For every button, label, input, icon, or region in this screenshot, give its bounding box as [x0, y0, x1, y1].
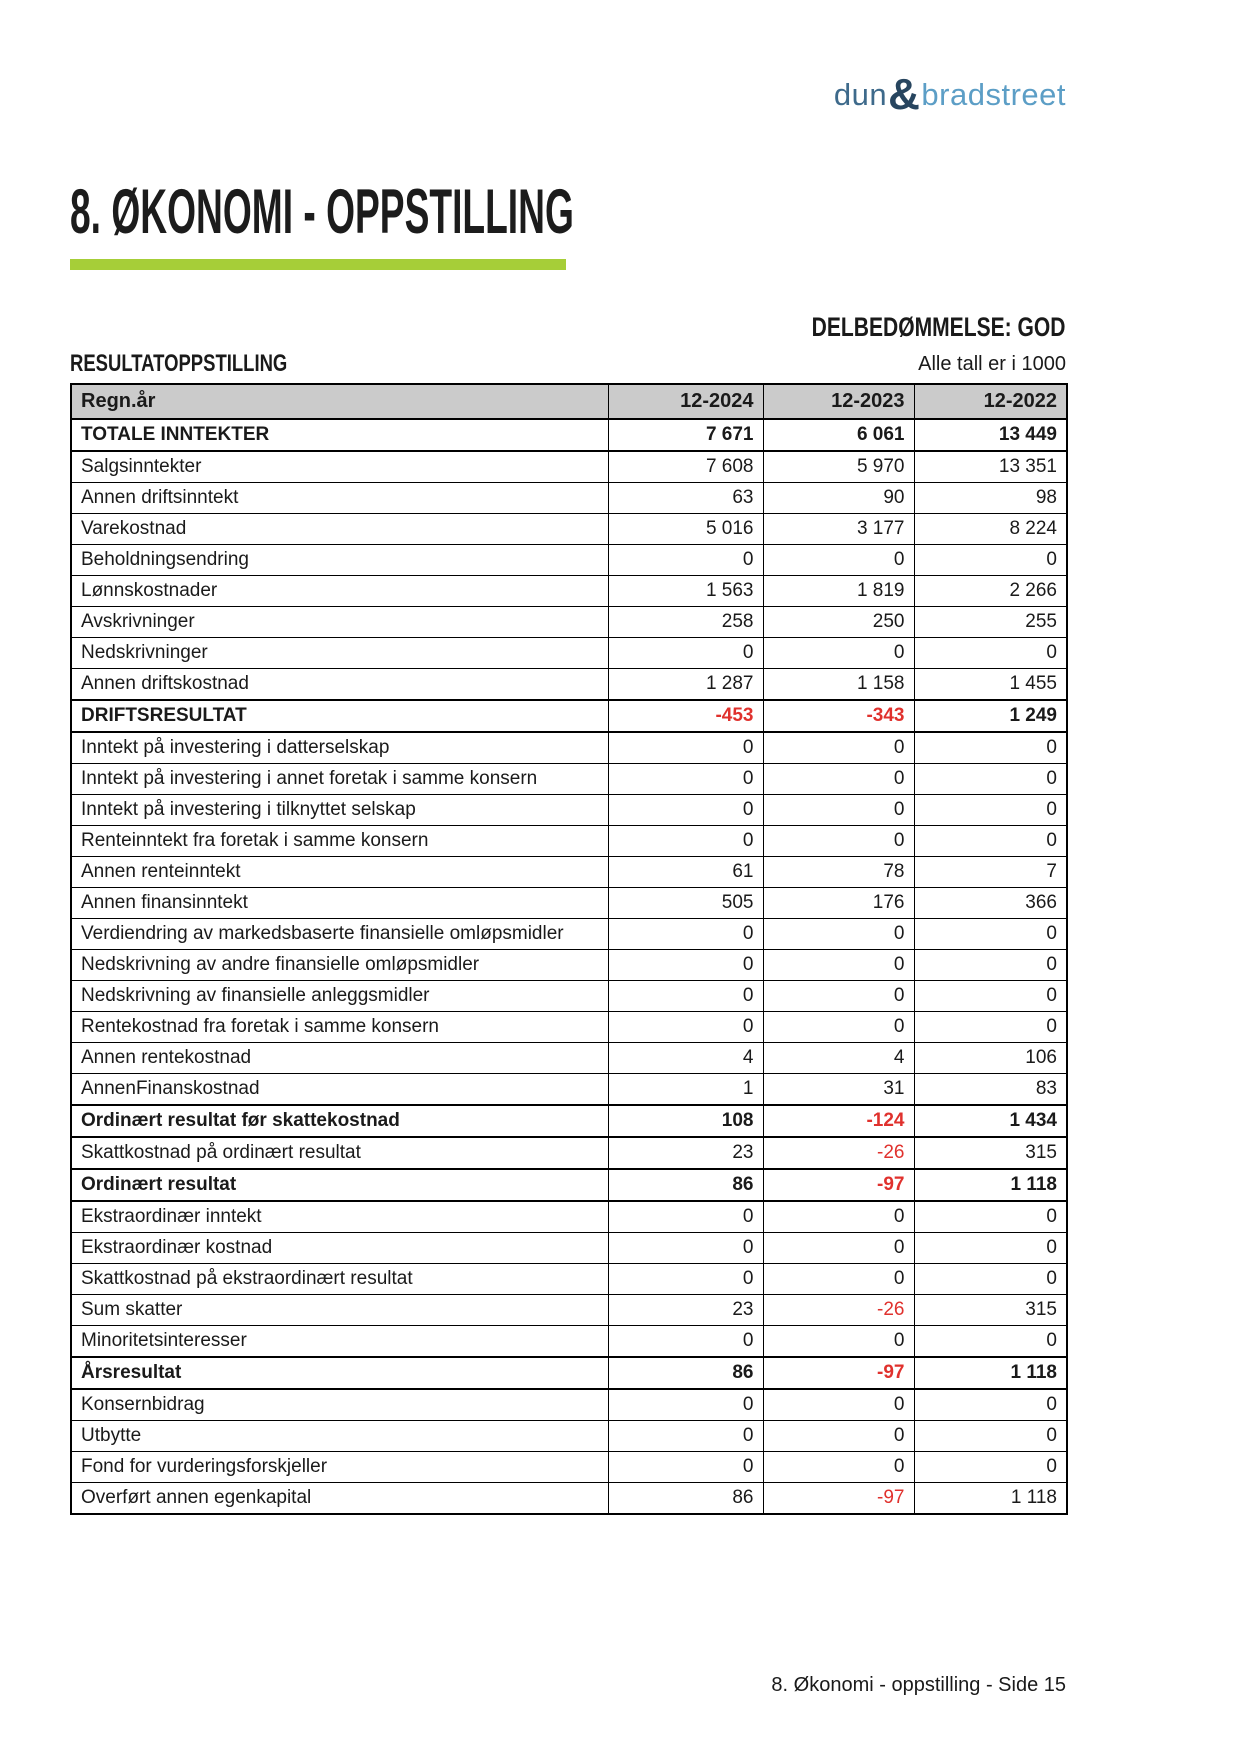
row-value: 315 [914, 1137, 1067, 1169]
row-value: 0 [914, 981, 1067, 1012]
row-value: 0 [763, 919, 914, 950]
table-row [71, 919, 1067, 950]
row-value: 1 158 [763, 669, 914, 701]
row-value: 5 016 [608, 514, 763, 545]
row-label: Inntekt på investering i annet foretak i samme konsern [71, 764, 608, 795]
row-value: 0 [608, 950, 763, 981]
row-value: 0 [763, 1326, 914, 1358]
row-label: Ordinært resultat før skattekostnad [71, 1105, 608, 1137]
row-value: 61 [608, 857, 763, 888]
row-label: Annen renteinntekt [71, 857, 608, 888]
result-table-body [71, 419, 1067, 1514]
row-value: -343 [763, 700, 914, 732]
table-row [71, 1137, 1067, 1169]
row-value: 6 061 [763, 419, 914, 451]
row-label: Renteinntekt fra foretak i samme konsern [71, 826, 608, 857]
row-value: 1 249 [914, 700, 1067, 732]
row-value: 7 [914, 857, 1067, 888]
row-value: 0 [914, 950, 1067, 981]
row-value: 4 [608, 1043, 763, 1074]
row-value: 1 118 [914, 1483, 1067, 1515]
row-value: 2 266 [914, 576, 1067, 607]
row-value: 0 [914, 826, 1067, 857]
row-label: Ekstraordinær inntekt [71, 1201, 608, 1233]
row-value: 0 [914, 795, 1067, 826]
row-label: Konsernbidrag [71, 1389, 608, 1421]
row-value: 0 [763, 1264, 914, 1295]
row-value: 0 [608, 732, 763, 764]
table-row [71, 981, 1067, 1012]
row-value: 1 819 [763, 576, 914, 607]
table-row [71, 1012, 1067, 1043]
row-label: Rentekostnad fra foretak i samme konsern [71, 1012, 608, 1043]
row-value: 90 [763, 483, 914, 514]
row-label: TOTALE INNTEKTER [71, 419, 608, 451]
table-row [71, 1105, 1067, 1137]
row-label: Minoritetsinteresser [71, 1326, 608, 1358]
table-row [71, 1326, 1067, 1358]
row-value: 0 [608, 981, 763, 1012]
row-value: 0 [914, 638, 1067, 669]
row-value: 0 [763, 1012, 914, 1043]
row-value: 366 [914, 888, 1067, 919]
row-value: 0 [914, 1389, 1067, 1421]
table-row [71, 514, 1067, 545]
row-label: Årsresultat [71, 1357, 608, 1389]
row-value: 0 [608, 1326, 763, 1358]
row-value: 0 [763, 732, 914, 764]
table-row [71, 1233, 1067, 1264]
table-row [71, 483, 1067, 514]
column-header-regnaar: Regn.år [71, 384, 608, 419]
row-value: 1 118 [914, 1357, 1067, 1389]
logo-text-bradstreet: bradstreet [921, 77, 1066, 112]
row-value: 0 [608, 1233, 763, 1264]
row-value: 0 [914, 764, 1067, 795]
row-value: 23 [608, 1295, 763, 1326]
row-value: 0 [914, 1421, 1067, 1452]
table-row [71, 1074, 1067, 1106]
row-value: 0 [763, 1452, 914, 1483]
row-label: Overført annen egenkapital [71, 1483, 608, 1515]
table-row [71, 857, 1067, 888]
ampersand-icon: & [888, 70, 921, 119]
row-value: 315 [914, 1295, 1067, 1326]
row-value: 5 970 [763, 451, 914, 483]
row-value: 3 177 [763, 514, 914, 545]
table-row [71, 764, 1067, 795]
row-label: Verdiendring av markedsbaserte finansielle omløpsmidler [71, 919, 608, 950]
table-row [71, 638, 1067, 669]
row-value: 0 [763, 1201, 914, 1233]
table-row [71, 669, 1067, 701]
table-row [71, 1169, 1067, 1201]
title-accent-bar [70, 259, 566, 270]
row-value: 0 [608, 795, 763, 826]
table-row [71, 1483, 1067, 1515]
row-value: 0 [763, 545, 914, 576]
table-row [71, 732, 1067, 764]
row-value: -26 [763, 1295, 914, 1326]
dun-bradstreet-logo [834, 68, 1066, 118]
row-label: Skattkostnad på ekstraordinært resultat [71, 1264, 608, 1295]
row-value: 7 671 [608, 419, 763, 451]
row-value: 86 [608, 1357, 763, 1389]
row-value: 1 287 [608, 669, 763, 701]
row-value: 31 [763, 1074, 914, 1106]
table-row [71, 1452, 1067, 1483]
row-value: 0 [608, 764, 763, 795]
row-label: Fond for vurderingsforskjeller [71, 1452, 608, 1483]
row-value: 0 [763, 981, 914, 1012]
row-value: 1 [608, 1074, 763, 1106]
row-value: 0 [608, 545, 763, 576]
row-value: 0 [914, 1452, 1067, 1483]
row-value: 0 [914, 732, 1067, 764]
row-value: 0 [763, 764, 914, 795]
table-row [71, 1295, 1067, 1326]
table-row [71, 1043, 1067, 1074]
row-value: 1 434 [914, 1105, 1067, 1137]
table-row [71, 826, 1067, 857]
row-label: Sum skatter [71, 1295, 608, 1326]
row-value: 0 [763, 1389, 914, 1421]
row-value: 0 [608, 1421, 763, 1452]
row-value: 0 [763, 795, 914, 826]
row-value: 176 [763, 888, 914, 919]
row-value: 0 [608, 1201, 763, 1233]
row-label: Nedskrivninger [71, 638, 608, 669]
row-label: Nedskrivning av finansielle anleggsmidler [71, 981, 608, 1012]
table-row [71, 607, 1067, 638]
units-note: Alle tall er i 1000 [918, 353, 1066, 375]
row-label: Annen rentekostnad [71, 1043, 608, 1074]
table-row [71, 545, 1067, 576]
row-value: 0 [608, 826, 763, 857]
table-row [71, 576, 1067, 607]
row-value: 0 [608, 1452, 763, 1483]
row-value: -97 [763, 1483, 914, 1515]
row-value: 13 449 [914, 419, 1067, 451]
row-value: -26 [763, 1137, 914, 1169]
row-value: 7 608 [608, 451, 763, 483]
row-value: 0 [914, 919, 1067, 950]
row-value: 0 [608, 638, 763, 669]
row-label: Annen finansinntekt [71, 888, 608, 919]
row-label: Annen driftsinntekt [71, 483, 608, 514]
row-value: 250 [763, 607, 914, 638]
table-row [71, 1357, 1067, 1389]
row-value: 0 [914, 1012, 1067, 1043]
row-value: -124 [763, 1105, 914, 1137]
row-value: -453 [608, 700, 763, 732]
table-row [71, 700, 1067, 732]
table-row [71, 1389, 1067, 1421]
assessment-heading: DELBEDØMMELSE: GOD [812, 312, 1066, 342]
row-label: Nedskrivning av andre finansielle omløpsmidler [71, 950, 608, 981]
row-value: 255 [914, 607, 1067, 638]
row-value: 98 [914, 483, 1067, 514]
section-label: RESULTATOPPSTILLING [70, 350, 288, 377]
column-header-2022: 12-2022 [914, 384, 1067, 419]
column-header-2023: 12-2023 [763, 384, 914, 419]
row-value: 108 [608, 1105, 763, 1137]
row-value: 1 118 [914, 1169, 1067, 1201]
row-label: Inntekt på investering i tilknyttet selskap [71, 795, 608, 826]
row-value: -97 [763, 1169, 914, 1201]
row-value: 86 [608, 1483, 763, 1515]
row-label: Skattkostnad på ordinært resultat [71, 1137, 608, 1169]
row-value: 258 [608, 607, 763, 638]
row-value: 1 455 [914, 669, 1067, 701]
table-row [71, 950, 1067, 981]
row-value: 0 [608, 1264, 763, 1295]
row-value: 1 563 [608, 576, 763, 607]
row-value: 0 [608, 1389, 763, 1421]
row-value: 0 [763, 826, 914, 857]
row-value: 0 [763, 1233, 914, 1264]
row-label: Beholdningsendring [71, 545, 608, 576]
table-header-row [71, 384, 1067, 419]
row-value: 83 [914, 1074, 1067, 1106]
row-value: 78 [763, 857, 914, 888]
row-value: 0 [914, 545, 1067, 576]
table-row [71, 888, 1067, 919]
row-label: Lønnskostnader [71, 576, 608, 607]
row-label: Salgsinntekter [71, 451, 608, 483]
row-value: 0 [608, 1012, 763, 1043]
row-value: 505 [608, 888, 763, 919]
row-label: Utbytte [71, 1421, 608, 1452]
row-value: 0 [914, 1326, 1067, 1358]
row-value: 0 [763, 950, 914, 981]
table-row [71, 451, 1067, 483]
row-value: 0 [914, 1233, 1067, 1264]
row-label: AnnenFinanskostnad [71, 1074, 608, 1106]
column-header-2024: 12-2024 [608, 384, 763, 419]
table-row [71, 1421, 1067, 1452]
row-value: 0 [608, 919, 763, 950]
table-row [71, 1264, 1067, 1295]
row-value: 0 [914, 1201, 1067, 1233]
result-table [70, 383, 1068, 1515]
row-value: 4 [763, 1043, 914, 1074]
row-value: -97 [763, 1357, 914, 1389]
row-value: 86 [608, 1169, 763, 1201]
page-title: 8. ØKONOMI - OPPSTILLING [70, 177, 574, 247]
row-label: Ekstraordinær kostnad [71, 1233, 608, 1264]
table-row [71, 419, 1067, 451]
row-value: 23 [608, 1137, 763, 1169]
row-value: 63 [608, 483, 763, 514]
table-row [71, 795, 1067, 826]
row-value: 0 [914, 1264, 1067, 1295]
row-value: 8 224 [914, 514, 1067, 545]
logo-text-dun: dun [833, 77, 888, 112]
row-value: 0 [763, 1421, 914, 1452]
row-label: Avskrivninger [71, 607, 608, 638]
table-row [71, 1201, 1067, 1233]
row-label: Inntekt på investering i datterselskap [71, 732, 608, 764]
page-footer: 8. Økonomi - oppstilling - Side 15 [771, 1674, 1066, 1696]
row-label: Annen driftskostnad [71, 669, 608, 701]
row-value: 106 [914, 1043, 1067, 1074]
row-value: 13 351 [914, 451, 1067, 483]
row-value: 0 [763, 638, 914, 669]
row-label: Ordinært resultat [71, 1169, 608, 1201]
row-label: DRIFTSRESULTAT [71, 700, 608, 732]
row-label: Varekostnad [71, 514, 608, 545]
